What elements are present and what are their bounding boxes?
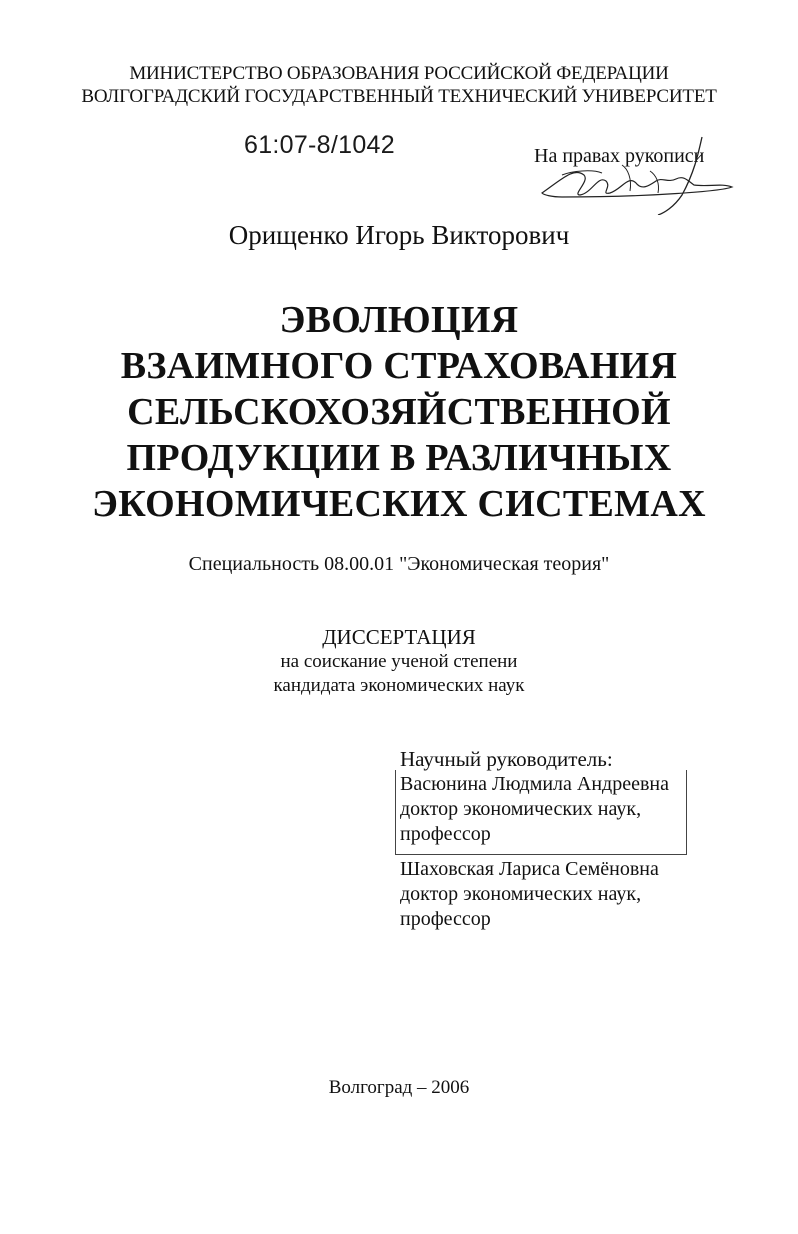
title-line: СЕЛЬСКОХОЗЯЙСТВЕННОЙ bbox=[127, 391, 671, 433]
title-line: ЭВОЛЮЦИЯ bbox=[279, 299, 519, 341]
second-advisor bbox=[400, 857, 659, 932]
degree-line: на соискание ученой степени bbox=[280, 651, 518, 672]
advisor-name: Васюнина Людмила Андреевна bbox=[400, 773, 670, 795]
advisor-title: профессор bbox=[400, 908, 491, 930]
advisor-title: профессор bbox=[400, 823, 491, 845]
dissertation-title bbox=[0, 297, 798, 527]
author-name: Орищенко Игорь Викторович bbox=[228, 220, 570, 250]
handwritten-signature bbox=[532, 135, 737, 215]
specialty: Специальность 08.00.01 "Экономическая теория" bbox=[188, 553, 610, 575]
title-line: ЭКОНОМИЧЕСКИХ СИСТЕМАХ bbox=[92, 483, 706, 525]
title-line: ПРОДУКЦИИ В РАЗЛИЧНЫХ bbox=[126, 437, 672, 479]
university-name: ВОЛГОГРАДСКИЙ ГОСУДАРСТВЕННЫЙ ТЕХНИЧЕСКИЙ УНИВЕРСИТЕТ bbox=[81, 86, 717, 107]
manuscript-note: На правах рукописи bbox=[534, 145, 705, 167]
advisor-name: Шаховская Лариса Семёновна bbox=[400, 858, 659, 880]
advisor-degree: доктор экономических наук, bbox=[400, 883, 642, 905]
dissertation-heading: ДИССЕРТАЦИЯ bbox=[322, 625, 476, 649]
advisor-degree: доктор экономических наук, bbox=[400, 798, 642, 820]
first-advisor bbox=[400, 772, 669, 847]
ministry-header bbox=[0, 62, 798, 108]
city-year: Волгоград – 2006 bbox=[328, 1077, 470, 1098]
ministry-name: МИНИСТЕРСТВО ОБРАЗОВАНИЯ РОССИЙСКОЙ ФЕДЕРАЦИИ bbox=[129, 63, 669, 84]
title-line: ВЗАИМНОГО СТРАХОВАНИЯ bbox=[120, 345, 678, 387]
advisor-heading: Научный руководитель: bbox=[400, 747, 613, 771]
dissertation-degree bbox=[0, 650, 798, 698]
degree-line: кандидата экономических наук bbox=[273, 675, 525, 696]
catalog-code: 61:07-8/1042 bbox=[244, 131, 395, 159]
